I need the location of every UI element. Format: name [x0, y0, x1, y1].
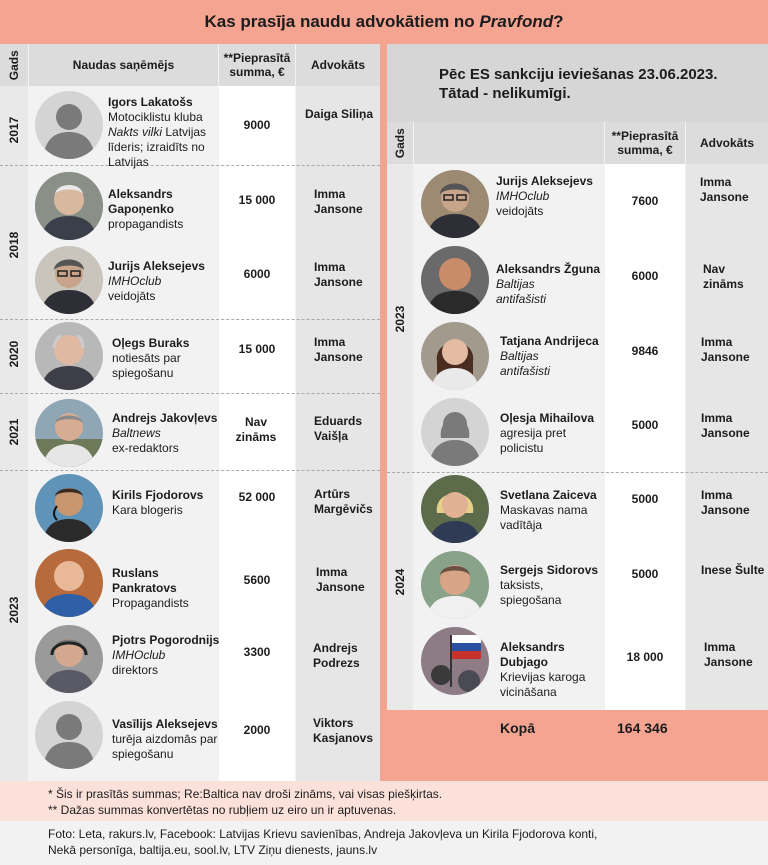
lawyer-name: Imma Jansone	[314, 335, 363, 364]
portrait-icon	[421, 170, 489, 238]
recipient-name: Vasīlijs Aleksejevs	[112, 717, 218, 731]
footnotes	[0, 781, 768, 821]
recipient-name: Igors Lakatošs	[108, 95, 193, 109]
lawyer-name: Imma Jansone	[701, 411, 750, 440]
amount-value: 9000	[243, 118, 271, 132]
lawyer-name: Imma Jansone	[701, 488, 750, 517]
recipient-description-extra: direktors	[112, 663, 159, 677]
recipient-description: Baltnews	[112, 426, 161, 440]
lawyer-name: Imma Jansone	[704, 640, 753, 669]
recipient-entry	[500, 411, 604, 456]
recipient-description: Krievijas karoga vicināšana	[500, 670, 586, 699]
recipient-name: Svetlana Zaiceva	[500, 488, 597, 502]
amount-value: 6000	[631, 269, 659, 283]
avatar-photo	[35, 322, 103, 390]
recipient-description: notiesāts par spiegošanu	[112, 351, 181, 380]
amount-value: 6000	[243, 267, 271, 281]
avatar-photo	[35, 91, 103, 159]
amount-value: 5000	[631, 492, 659, 506]
silhouette-icon	[35, 91, 103, 159]
right-amount-column	[605, 164, 685, 710]
recipient-name: Pjotrs Pogorodnijs	[112, 633, 220, 647]
right-section-title	[387, 44, 768, 122]
recipient-entry	[500, 334, 604, 379]
total-value: 164 346	[617, 720, 668, 736]
total-bar	[387, 710, 768, 781]
amount-value: 5600	[243, 573, 271, 587]
amount-value: 7600	[631, 194, 659, 208]
avatar-photo	[421, 322, 489, 390]
credits-line-2: Nekā personīga, baltija.eu, sool.lv, LTV Ziņu dienests, jauns.lv	[48, 843, 378, 858]
recipient-name: Tatjana Andrijeca	[500, 334, 599, 348]
recipient-description: Propagandists	[112, 596, 189, 610]
recipient-entry	[500, 488, 604, 533]
portrait-icon	[421, 322, 489, 390]
recipient-name: Jurijs Aleksejevs	[108, 259, 205, 273]
recipient-entry	[112, 717, 220, 762]
lawyer-name: Nav zināms	[703, 262, 744, 291]
recipient-entry	[112, 336, 218, 381]
credits-line-1: Foto: Leta, rakurs.lv, Facebook: Latvijas Krievu savienības, Andreja Jakovļeva un Kirila Fjodorova konti,	[48, 827, 598, 841]
flag-crowd-icon	[421, 627, 489, 695]
lawyer-name: Daiga Siliņa	[305, 107, 374, 121]
separator	[0, 470, 380, 471]
avatar-photo	[421, 398, 489, 466]
title-italic: Pravfond	[479, 12, 554, 31]
amount-value: 15 000	[238, 342, 276, 356]
portrait-icon	[421, 551, 489, 619]
lawyer-name: Viktors Kasjanovs	[313, 716, 374, 745]
recipient-description-extra: ex-redaktors	[112, 441, 179, 455]
lawyer-name: Eduards Vaišļa	[314, 414, 363, 443]
recipient-entry	[108, 259, 218, 304]
amount-value: 5000	[631, 418, 659, 432]
recipient-description: Maskavas nama vadītāja	[500, 503, 588, 532]
right-header-amount-label: **Pieprasītā summa, €	[611, 128, 679, 157]
recipient-description-extra: veidojāts	[108, 289, 156, 303]
recipient-entry	[500, 640, 604, 700]
lawyer-name: Imma Jansone	[316, 565, 365, 594]
left-header-recipient	[29, 44, 218, 86]
recipient-name: Oļegs Buraks	[112, 336, 190, 350]
portrait-icon	[35, 549, 103, 617]
recipient-name: Ruslans Pankratovs	[112, 566, 177, 595]
recipient-entry	[112, 488, 220, 518]
page-title	[205, 12, 564, 32]
portrait-icon	[421, 246, 489, 314]
avatar-photo	[421, 246, 489, 314]
right-header-lawyer	[686, 122, 768, 164]
portrait-icon	[35, 246, 103, 314]
footnote-1: * Šis ir prasītās summas; Re:Baltica nav droši zināms, vai visas piešķirtas.	[48, 787, 443, 801]
recipient-description-extra: antifašisti	[500, 364, 551, 378]
total-label: Kopā	[500, 720, 535, 736]
lawyer-name: Imma Jansone	[700, 175, 749, 204]
amount-value: 18 000	[626, 650, 664, 664]
right-header-amount	[605, 122, 685, 164]
portrait-icon	[421, 475, 489, 543]
amount-value: 15 000	[238, 193, 276, 207]
lawyer-name: Artūrs Margēvičs	[314, 487, 373, 516]
left-header-amount-label: **Pieprasītā summa, €	[223, 50, 291, 79]
avatar-photo	[35, 246, 103, 314]
recipient-description: IMHOclub	[496, 189, 550, 203]
recipient-description: Baltijas	[496, 277, 535, 291]
recipient-description: agresija pret policistu	[500, 426, 567, 455]
avatar-photo	[35, 474, 103, 542]
year-label-2017: 2017	[7, 116, 21, 144]
lawyer-name: Imma Jansone	[314, 260, 363, 289]
right-header-recipient	[414, 122, 604, 164]
avatar-photo	[35, 625, 103, 693]
recipient-name: Andrejs Jakovļevs	[112, 411, 218, 425]
recipient-description: propagandists	[108, 217, 184, 231]
left-header-year-label: Gads	[6, 49, 21, 80]
recipient-description: Kara blogeris	[112, 503, 183, 517]
left-header-recipient-label: Naudas saņēmējs	[72, 57, 175, 72]
year-label-2021: 2021	[7, 418, 21, 446]
separator	[387, 472, 768, 473]
right-header-year	[387, 122, 413, 164]
recipient-description: IMHOclub	[108, 274, 162, 288]
silhouette-icon	[35, 701, 103, 769]
avatar-photo	[35, 549, 103, 617]
recipient-name: Aleksandrs Žguna	[496, 262, 601, 276]
portrait-icon	[35, 172, 103, 240]
lawyer-name: Andrejs Podrezs	[313, 641, 360, 670]
avatar-photo	[421, 170, 489, 238]
page-header	[0, 0, 768, 44]
year-label-2023-right: 2023	[393, 305, 407, 333]
recipient-entry	[500, 563, 604, 608]
recipient-name: Jurijs Aleksejevs	[496, 174, 593, 188]
recipient-description: Baltijas	[500, 349, 539, 363]
year-label-2024: 2024	[393, 568, 407, 596]
recipient-entry	[108, 187, 218, 232]
recipient-description: turēja aizdomās par spiegošanu	[112, 732, 218, 761]
amount-value: Nav zināms	[235, 415, 277, 444]
left-header-lawyer-label: Advokāts	[310, 57, 366, 72]
left-header-lawyer	[296, 44, 380, 86]
portrait-icon	[35, 625, 103, 693]
recipient-name: Sergejs Sidorovs	[500, 563, 599, 577]
avatar-photo	[421, 551, 489, 619]
recipient-name: Oļesja Mihailova	[500, 411, 595, 425]
avatar-photo	[421, 475, 489, 543]
amount-value: 3300	[243, 645, 271, 659]
divider-gap	[380, 44, 387, 781]
recipient-entry	[496, 262, 604, 307]
recipient-entry	[108, 95, 218, 170]
avatar-photo	[35, 701, 103, 769]
year-label-2020: 2020	[7, 340, 21, 368]
left-header-amount	[219, 44, 295, 86]
portrait-icon	[35, 399, 103, 467]
recipient-description: taksists, spiegošana	[500, 578, 562, 607]
recipient-entry	[496, 174, 604, 219]
separator	[0, 319, 380, 320]
recipient-name: Aleksandrs Dubjago	[500, 640, 565, 669]
right-header-year-label: Gads	[392, 127, 407, 158]
right-title-line1: Pēc ES sankciju ieviešanas 23.06.2023.	[439, 66, 718, 83]
amount-value: 9846	[631, 344, 659, 358]
recipient-description: Motociklistu kluba Nakts vilki Latvijas līderis; izraidīts no Latvijas	[108, 110, 207, 169]
photo-credits	[0, 821, 768, 865]
year-label-2023-left: 2023	[7, 596, 21, 624]
footnote-2: ** Dažas summas konvertētas no rubļiem uz eiro un ir aptuvenas.	[48, 803, 397, 818]
recipient-name: Kirils Fjodorovs	[112, 488, 204, 502]
recipient-entry	[112, 566, 218, 611]
title-prefix: Kas prasīja naudu advokātiem no	[204, 12, 480, 31]
avatar-photo	[35, 172, 103, 240]
avatar-photo	[35, 399, 103, 467]
year-label-2018: 2018	[7, 231, 21, 259]
recipient-entry	[112, 411, 220, 456]
title-suffix: ?	[553, 12, 564, 31]
lawyer-name: Imma Jansone	[701, 335, 750, 364]
avatar-photo	[421, 627, 489, 695]
recipient-name: Aleksandrs Gapoņenko	[108, 187, 175, 216]
silhouette-female-icon	[421, 398, 489, 466]
right-year-column	[387, 164, 413, 710]
left-header-year	[0, 44, 28, 86]
amount-value: 52 000	[238, 490, 276, 504]
lawyer-name: Inese Šulte	[701, 563, 765, 577]
amount-value: 2000	[243, 723, 271, 737]
lawyer-name: Imma Jansone	[314, 187, 363, 216]
right-title-line2: Tātad - nelikumīgi.	[439, 84, 571, 102]
separator	[0, 393, 380, 394]
recipient-entry	[112, 633, 220, 678]
right-header-lawyer-label: Advokāts	[699, 135, 755, 150]
portrait-icon	[35, 474, 103, 542]
amount-value: 5000	[631, 567, 659, 581]
recipient-description: IMHOclub	[112, 648, 166, 662]
portrait-icon	[35, 322, 103, 390]
recipient-description-extra: antifašisti	[496, 292, 547, 306]
recipient-description-extra: veidojāts	[496, 204, 544, 218]
